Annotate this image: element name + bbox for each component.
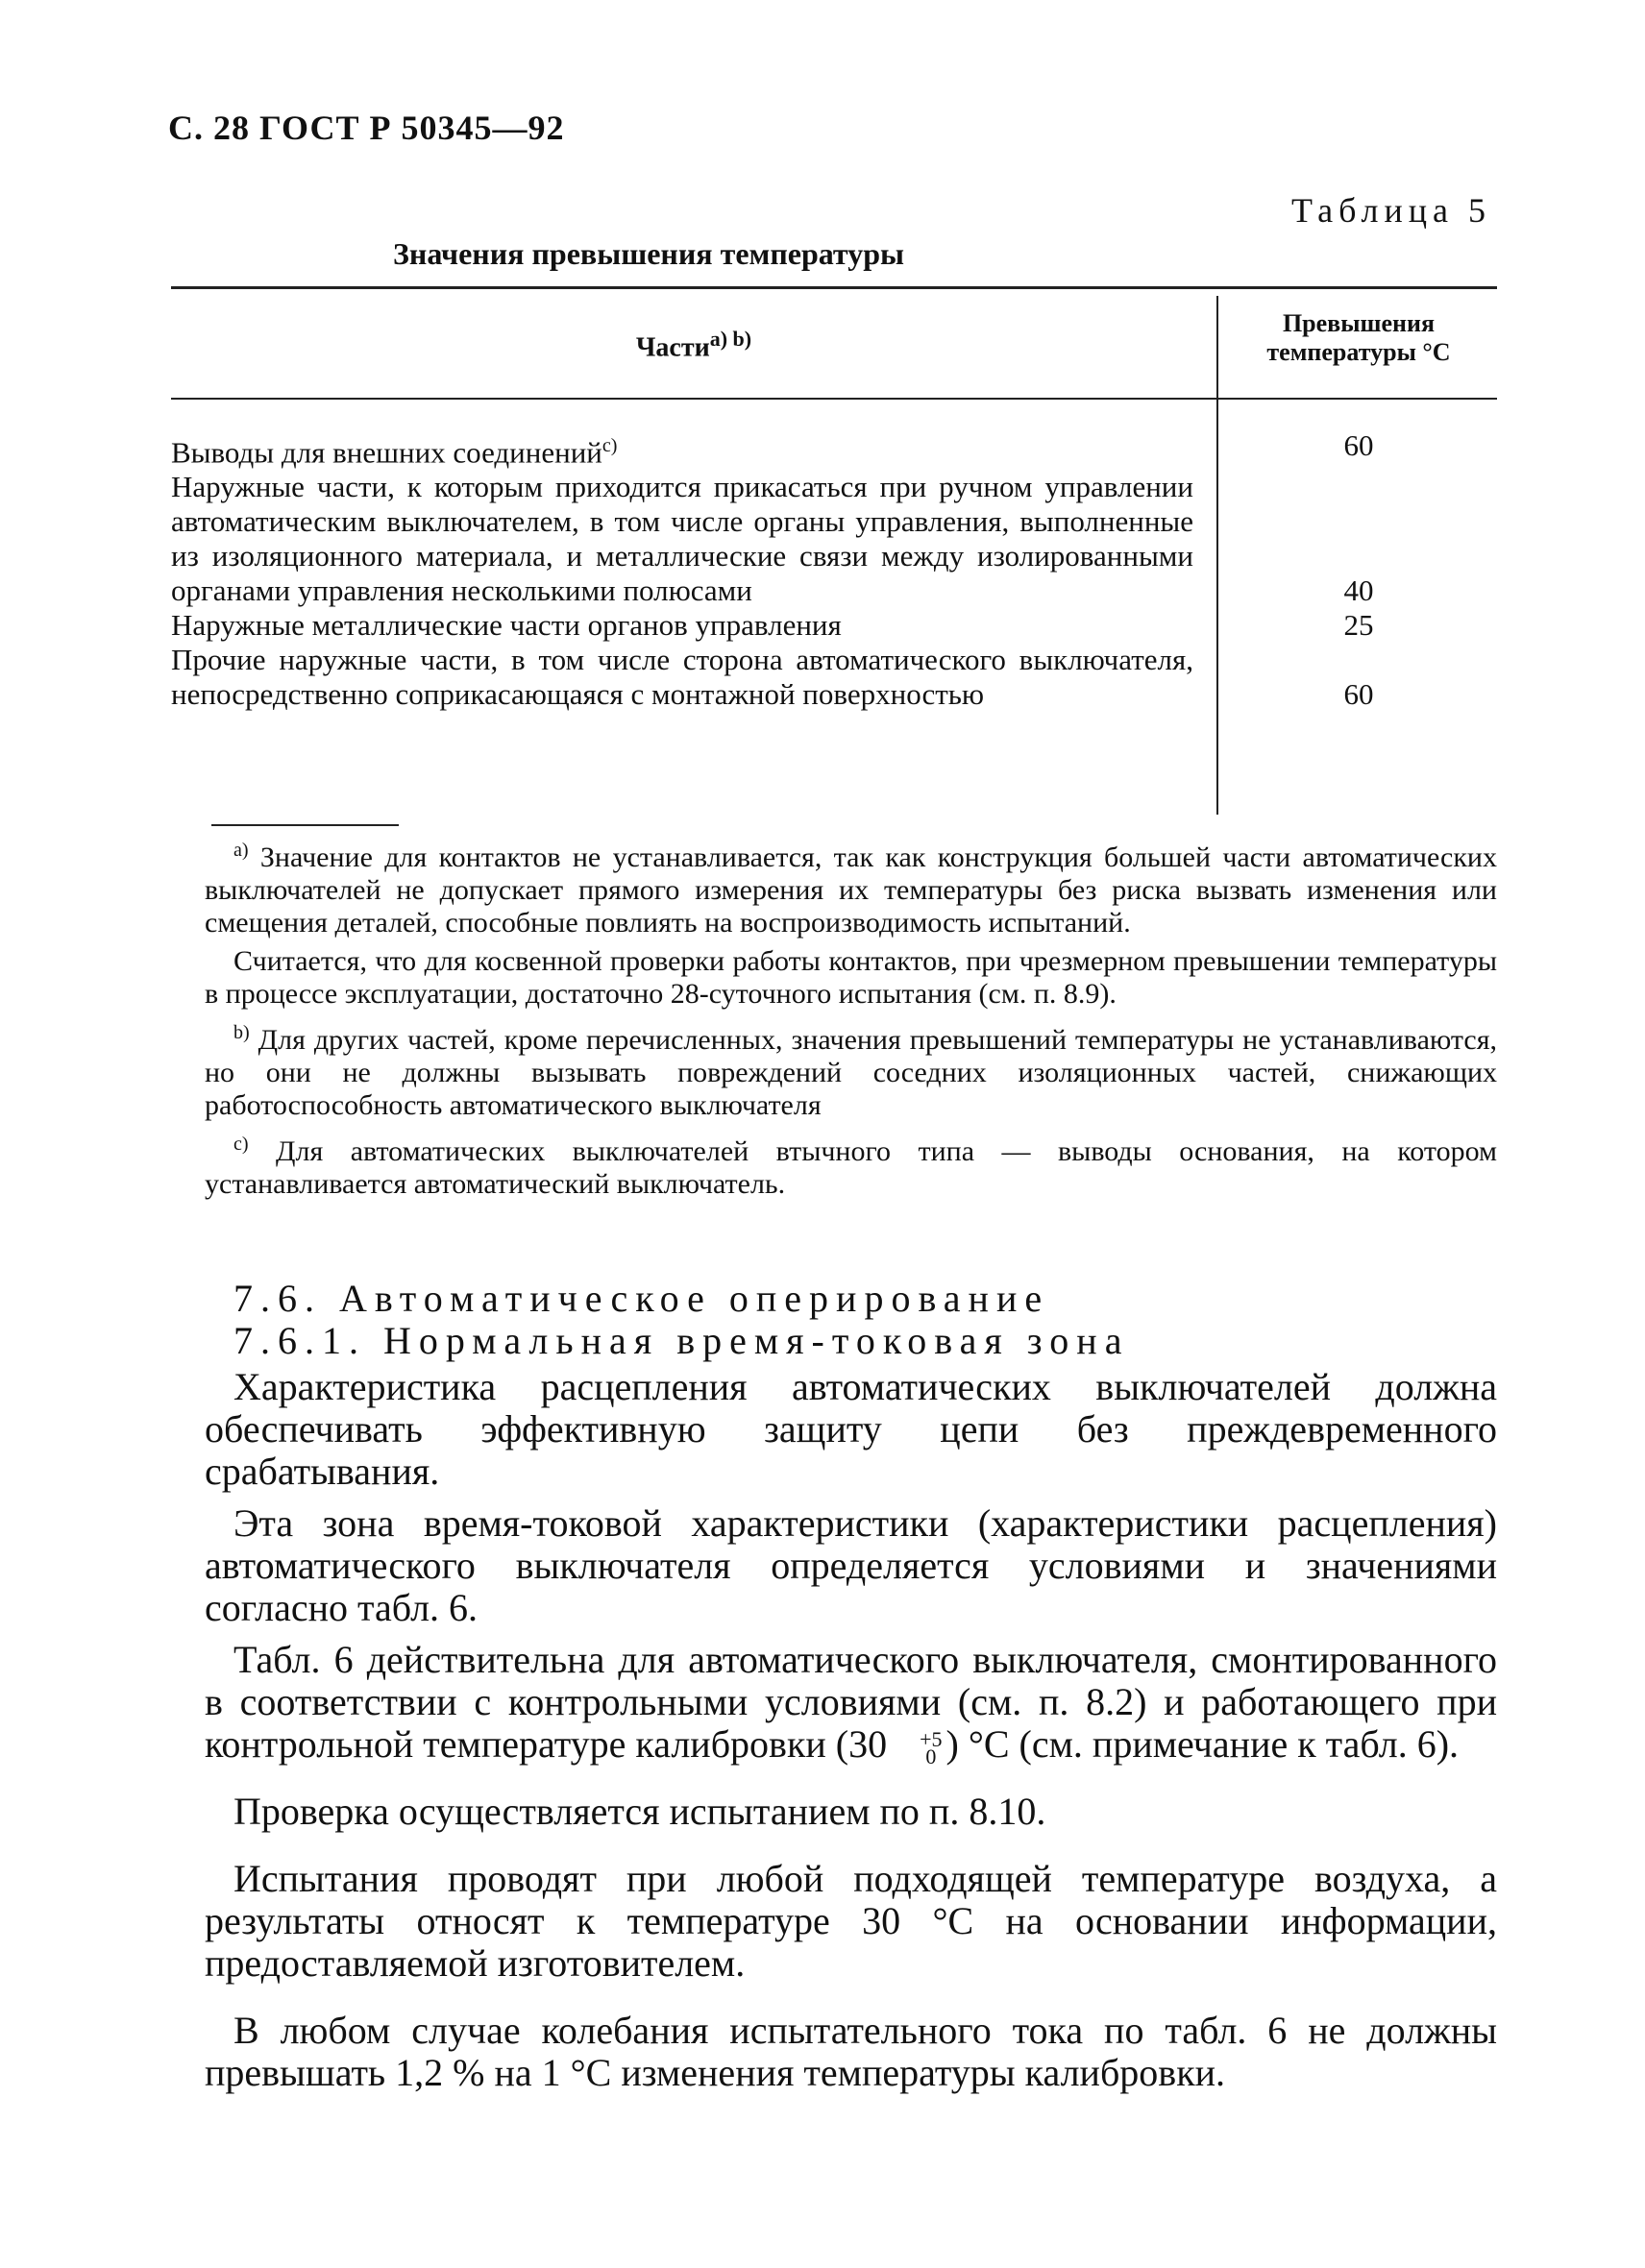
column-header-rise-line2: температуры °С [1266, 338, 1451, 366]
footnote-mark-a: a) [233, 840, 249, 861]
table-title: Значения превышения температуры [393, 236, 904, 271]
table-cell-part: Прочие наружные части, в том числе сторона автоматического выключателя, непосредственно соприкасающаяся с монтажной поверхностью [171, 643, 1193, 712]
table-cell-value: 60 [1343, 428, 1374, 462]
table-cell-part-text: Выводы для внешних соединений [171, 435, 602, 470]
tolerance-lower: 0 [925, 1744, 937, 1768]
table-footnotes [205, 834, 1497, 1207]
table-cell-value: 25 [1343, 608, 1374, 643]
main-body [205, 1278, 1497, 2104]
footnote-b [205, 1016, 1497, 1122]
footnote-ref-c: c) [602, 435, 618, 456]
paragraph: В любом случае колебания испытательного тока по табл. 6 не должны превышать 1,2 % на 1 °С изменения температуры калибровки. [205, 2009, 1497, 2094]
table-row [171, 643, 1497, 712]
paragraph-text: Табл. 6 действительна для автоматического выключателя, смонтированного в соответствии с контрольными условиями (см. п. 8.2) и работающего при контрольной температуре калибровки (30 [205, 1638, 1497, 1766]
table-row [171, 470, 1497, 608]
table-cell-part [171, 428, 1193, 470]
paragraph-text: ) °С (см. примечание к табл. 6). [945, 1722, 1460, 1766]
section-heading-7-6-1: 7.6.1. Нормальная время-токовая зона [233, 1319, 1130, 1362]
section-heading-7-6: 7.6. Автоматическое оперирование [233, 1277, 1050, 1320]
column-header-rise-line1: Превышения [1282, 309, 1436, 337]
table-body [171, 428, 1497, 712]
table-cell-part: Наружные металлические части органов управления [171, 608, 842, 643]
column-header-rise [1224, 309, 1493, 367]
tolerance-upper: +5 [920, 1726, 943, 1751]
table-cell-value: 60 [1343, 677, 1374, 712]
paragraph: Испытания проводят при любой подходящей температуре воздуха, а результаты относят к температуре 30 °С на основании информации, предоставляемой изготовителем. [205, 1857, 1497, 1985]
table-label: Таблица 5 [1291, 191, 1491, 230]
table-row [171, 608, 1497, 643]
footnote-rule [211, 824, 399, 826]
paragraph: Эта зона время-токовой характеристики (характеристики расцепления) автоматического выключателя определяется условиями и значениями согласно табл. 6. [205, 1501, 1497, 1629]
footnote-a-continuation: Считается, что для косвенной проверки работы контактов, при чрезмерном превышении температуры в процессе эксплуатации, достаточно 28-суточного испытания (см. п. 8.9). [205, 945, 1497, 1010]
table-cell-part: Наружные части, к которым приходится прикасаться при ручном управлении автоматическим выключателем, в том числе органы управления, выполненные из изоляционного материала, и металлические связи между изолированными органами управления несколькими полюсами [171, 470, 1193, 608]
column-header-parts [171, 327, 1216, 363]
footnote-c-text: Для автоматических выключателей втычного типа — выводы основания, на котором устанавливается автоматический выключатель. [205, 1135, 1498, 1200]
table-top-rule [171, 286, 1497, 289]
footnote-a-text: Значение для контактов не устанавливается, так как конструкция большей части автоматических выключателей не допускает прямого измерения их температуры без риска вызвать изменения или смещения деталей, способные повлиять на воспроизводимость испытаний. [205, 841, 1497, 939]
table-cell-value: 40 [1343, 573, 1374, 608]
table-header-rule [171, 398, 1497, 400]
paragraph [205, 1639, 1497, 1766]
column-header-parts-marks: a) b) [709, 327, 752, 351]
table-row [171, 428, 1497, 470]
column-header-parts-label: Части [635, 332, 710, 363]
footnote-c [205, 1128, 1497, 1201]
page-header: С. 28 ГОСТ Р 50345—92 [168, 109, 565, 147]
footnote-mark-c: c) [233, 1134, 249, 1155]
footnote-a [205, 834, 1497, 939]
footnote-b-text: Для других частей, кроме перечисленных, значения превышений температуры не устанавливаются, но они не должны вызывать повреждений соседних изоляционных частей, снижающих работоспособность автоматического выключателя [205, 1024, 1497, 1121]
tolerance-stack [891, 1726, 943, 1768]
paragraph: Характеристика расцепления автоматических выключателей должна обеспечивать эффективную защиту цепи без преждевременного срабатывания. [205, 1365, 1497, 1493]
footnote-mark-b: b) [233, 1022, 250, 1043]
paragraph: Проверка осуществляется испытанием по п. 8.10. [233, 1790, 1046, 1833]
